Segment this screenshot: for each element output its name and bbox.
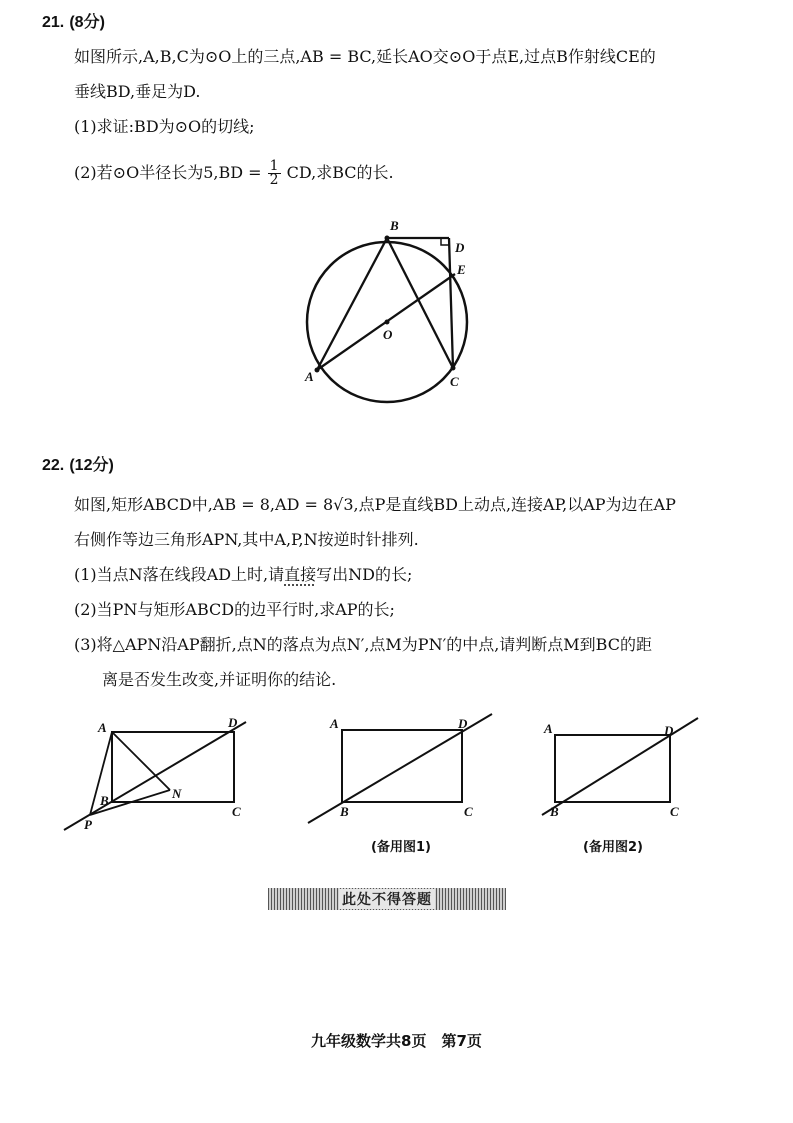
q22-part1-pre: (1)当点N落在线段AD上时,请 (74, 565, 285, 584)
q22-score: (12分) (69, 457, 114, 474)
q22-part2: (2)当PN与矩形ABCD的边平行时,求AP的长; (74, 600, 395, 619)
spare2-label-b: B (550, 804, 559, 819)
q21-part1: (1)求证:BD为⊙O的切线; (74, 117, 255, 136)
q21-score: (8分) (69, 14, 105, 31)
segment-cd (449, 238, 453, 368)
q21-stem-line1: 如图所示,A,B,C为⊙O上的三点,AB = BC,延长AO交⊙O于点E,过点B作射线CE的 (74, 47, 656, 66)
fig-label-b: B (100, 793, 109, 808)
spare2-label-d: D (664, 723, 674, 738)
q21-fraction (268, 160, 281, 187)
q22-part1-post: 写出ND的长; (316, 565, 413, 584)
fig-label-n: N (172, 786, 182, 801)
q22-part1-emphasis: 直接 (284, 565, 317, 584)
q21-circle-figure (295, 212, 485, 417)
point-c-dot (451, 366, 456, 371)
q22-part1 (74, 565, 412, 585)
q22-part3-line2: 离是否发生改变,并证明你的结论. (102, 670, 337, 689)
q21-fraction-denominator: 2 (269, 172, 279, 188)
label-a: A (305, 369, 314, 384)
label-b: B (390, 218, 399, 233)
q21-heading (42, 12, 105, 33)
q21-part2 (74, 160, 394, 187)
q21-part2-post: CD,求BC的长. (286, 163, 394, 182)
q21-part2-pre: (2)若⊙O半径长为5,BD = (74, 163, 262, 182)
spare1-label-a: A (330, 716, 339, 731)
spare1-label-d: D (458, 716, 468, 731)
spare-figure-2 (520, 708, 720, 828)
no-answer-zone-banner (268, 888, 506, 910)
spare2-line-bd (542, 718, 698, 815)
label-c: C (450, 374, 459, 389)
q22-heading (42, 455, 114, 476)
point-b-dot (385, 236, 390, 241)
no-answer-zone-text: 此处不得答题 (339, 889, 435, 909)
q22-part3-line1: (3)将△APN沿AP翻折,点N的落点为点N′,点M为PN′的中点,请判断点M到BC的距 (74, 635, 652, 654)
segment-ab (317, 238, 387, 370)
page-footer: 九年级数学共8页 第7页 (311, 1032, 482, 1050)
label-o: O (383, 327, 393, 342)
label-d: D (455, 240, 465, 255)
spare1-label-c: C (464, 804, 473, 819)
segment-bc (387, 238, 453, 368)
q22-main-figure (58, 712, 253, 837)
q21-fraction-numerator: 1 (269, 158, 279, 174)
q21-number: 21. (42, 14, 65, 31)
fig-label-d: D (228, 715, 238, 730)
fig-label-a: A (98, 720, 107, 735)
spare-figure-1 (300, 708, 500, 828)
fig-label-c: C (232, 804, 241, 819)
spare1-caption: (备用图1) (371, 840, 431, 855)
spare2-label-c: C (670, 804, 679, 819)
spare1-label-b: B (340, 804, 349, 819)
segment-an (112, 732, 170, 790)
spare2-label-a: A (544, 721, 553, 736)
label-e: E (457, 262, 466, 277)
point-a-dot (315, 368, 320, 373)
spare2-caption: (备用图2) (583, 840, 643, 855)
center-o-dot (385, 320, 390, 325)
q22-number: 22. (42, 457, 65, 474)
fig-label-p: P (84, 817, 92, 832)
q21-stem-line2: 垂线BD,垂足为D. (74, 82, 201, 101)
q22-stem-line1: 如图,矩形ABCD中,AB = 8,AD = 8√3,点P是直线BD上动点,连接AP,以AP为边在AP (74, 495, 676, 514)
q22-stem-line2: 右侧作等边三角形APN,其中A,P,N按逆时针排列. (74, 530, 419, 549)
